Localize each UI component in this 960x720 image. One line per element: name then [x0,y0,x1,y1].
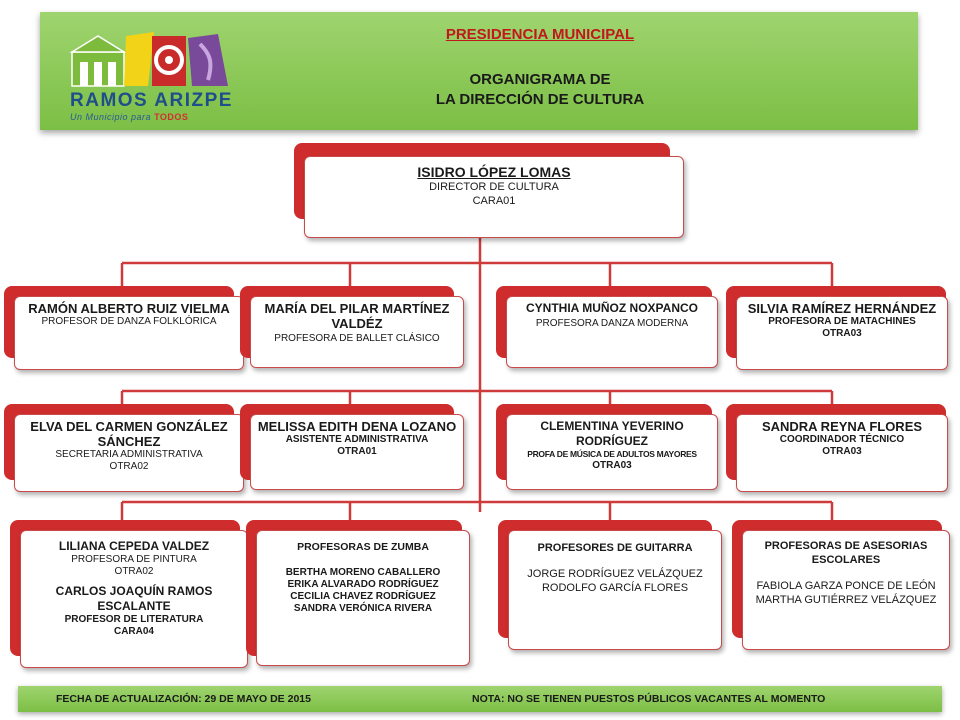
director-role: DIRECTOR DE CULTURA [429,181,559,193]
card-code: OTRA02 [109,461,149,472]
card-pintura-literatura [20,530,248,668]
director-card [304,156,684,238]
card-name: RAMÓN ALBERTO RUIZ VIELMA [28,301,230,316]
group-member: CECILIA CHAVEZ RODRÍGUEZ [290,591,436,602]
logo-name: RAMOS ARIZPE [70,90,233,111]
card-name: MARÍA DEL PILAR MARTÍNEZ VALDÉZ [264,301,450,331]
card-name: CYNTHIA MUÑOZ NOXPANCO [526,301,698,315]
card-ramon-ruiz [14,296,244,370]
card-role: PROFA DE MÚSICA DE ADULTOS MAYORES [527,449,697,459]
group-member: MARTHA GUTIÉRREZ VELÁZQUEZ [755,594,937,606]
card-code: OTRA03 [822,328,862,339]
subtitle-line-2: LA DIRECCIÓN DE CULTURA [435,91,645,108]
card-code: OTRA03 [822,446,862,457]
vacancy-note: NOTA: NO SE TIENEN PUESTOS PÚBLICOS VACANTES AL MOMENTO [472,693,826,705]
card-guitarra-group [508,530,722,650]
card-role: PROFESOR DE DANZA FOLKLÓRICA [41,316,217,327]
card-zumba-group [256,530,470,666]
director-name: ISIDRO LÓPEZ LOMAS [417,164,571,180]
card-role-1: PROFESORA DE PINTURA [71,554,197,565]
logo-tagline-text: Un Municipio para [70,112,152,122]
group-title: PROFESORAS DE ASESORIAS ESCOLARES [764,540,928,566]
card-code: OTRA01 [337,446,377,457]
card-sandra-reyna [736,414,948,492]
card-melissa-dena [250,414,464,490]
card-role: COORDINADOR TÉCNICO [779,434,905,445]
card-name: MELISSA EDITH DENA LOZANO [257,419,457,434]
group-title: PROFESORES DE GUITARRA [537,542,693,554]
card-asesorias-group [742,530,950,650]
group-member: FABIOLA GARZA PONCE DE LEÓN [756,580,936,592]
card-silvia-ramirez [736,296,948,370]
page-title: PRESIDENCIA MUNICIPAL [445,26,635,43]
footer-banner [18,686,942,712]
card-code-1: OTRA02 [114,566,154,577]
card-cynthia-munoz [506,296,718,368]
card-role: PROFESORA DANZA MODERNA [535,318,689,329]
card-role: PROFESORA DE BALLET CLÁSICO [274,333,440,344]
subtitle-line-1: ORGANIGRAMA DE [469,71,611,88]
group-title: PROFESORAS DE ZUMBA [297,541,429,553]
card-clementina-yeverino [506,414,718,490]
card-role: PROFESORA DE MATACHINES [768,316,916,327]
group-member: RODOLFO GARCÍA FLORES [541,582,689,594]
group-member: BERTHA MORENO CABALLERO [285,567,441,578]
card-name: SILVIA RAMÍREZ HERNÁNDEZ [747,301,937,316]
card-code: OTRA03 [592,460,632,471]
group-member: JORGE RODRÍGUEZ VELÁZQUEZ [527,568,703,580]
card-name: SANDRA REYNA FLORES [761,419,923,434]
card-name-2: CARLOS JOAQUÍN RAMOS ESCALANTE [55,584,213,613]
card-elva-gonzalez [14,414,244,492]
card-code-2: CARA04 [113,626,154,637]
group-member: SANDRA VERÓNICA RIVERA [293,603,433,614]
director-code: CARA01 [472,195,516,207]
card-role-2: PROFESOR DE LITERATURA [64,614,204,625]
card-name-1: LILIANA CEPEDA VALDEZ [58,539,210,553]
card-role: SECRETARIA ADMINISTRATIVA [55,449,203,460]
group-member: ERIKA ALVARADO RODRÍGUEZ [287,579,439,590]
logo-tagline-emphasis: TODOS [154,112,189,122]
card-name: CLEMENTINA YEVERINO RODRÍGUEZ [540,419,684,448]
card-maria-martinez [250,296,464,368]
card-role: ASISTENTE ADMINISTRATIVA [285,434,429,445]
card-name: ELVA DEL CARMEN GONZÁLEZ SÁNCHEZ [30,419,228,449]
update-date: FECHA DE ACTUALIZACIÓN: 29 DE MAYO DE 2015 [56,693,311,705]
